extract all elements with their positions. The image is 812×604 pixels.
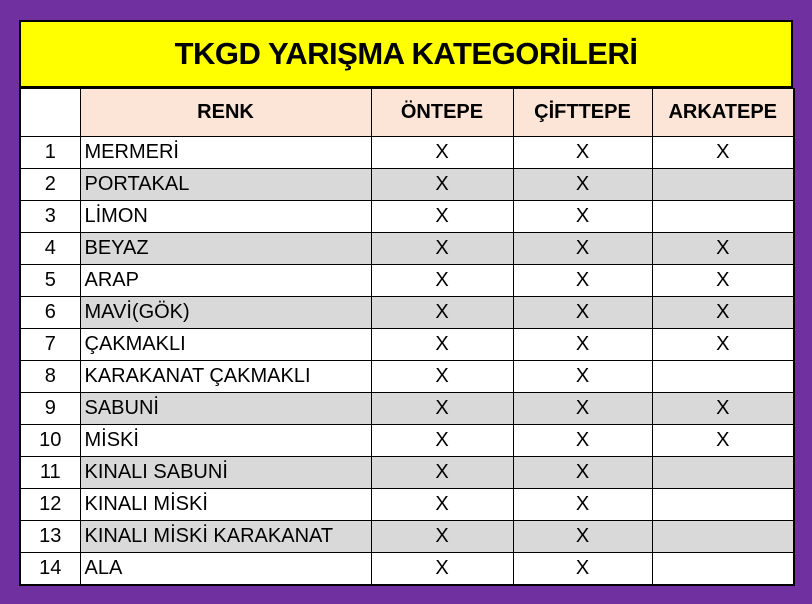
arkatepe-mark-cell: X	[652, 297, 794, 329]
renk-cell: KARAKANAT ÇAKMAKLI	[80, 361, 371, 393]
header-renk-cell: RENK	[80, 89, 371, 137]
table-row	[20, 169, 794, 201]
cifttepe-mark-cell: X	[513, 169, 652, 201]
cifttepe-mark-cell: X	[513, 393, 652, 425]
arkatepe-mark-cell: X	[652, 233, 794, 265]
renk-cell: ÇAKMAKLI	[80, 329, 371, 361]
table-row	[20, 521, 794, 553]
row-number-cell: 1	[20, 137, 80, 169]
table-row	[20, 489, 794, 521]
cifttepe-mark-cell: X	[513, 137, 652, 169]
table-row	[20, 393, 794, 425]
ontepe-mark-cell: X	[371, 457, 513, 489]
ontepe-mark-cell: X	[371, 489, 513, 521]
row-number-cell: 9	[20, 393, 80, 425]
arkatepe-mark-cell	[652, 521, 794, 553]
ontepe-mark-cell: X	[371, 521, 513, 553]
ontepe-mark-cell: X	[371, 329, 513, 361]
ontepe-mark-cell: X	[371, 553, 513, 586]
renk-cell: KINALI SABUNİ	[80, 457, 371, 489]
ontepe-mark-cell: X	[371, 297, 513, 329]
row-number-cell: 7	[20, 329, 80, 361]
renk-cell: MAVİ(GÖK)	[80, 297, 371, 329]
table-row	[20, 361, 794, 393]
table-row	[20, 233, 794, 265]
row-number-cell: 11	[20, 457, 80, 489]
cifttepe-mark-cell: X	[513, 265, 652, 297]
arkatepe-mark-cell	[652, 169, 794, 201]
renk-cell: ALA	[80, 553, 371, 586]
table-row	[20, 425, 794, 457]
table-row	[20, 553, 794, 586]
cifttepe-mark-cell: X	[513, 489, 652, 521]
header-blank-cell	[20, 89, 80, 137]
arkatepe-mark-cell: X	[652, 393, 794, 425]
renk-cell: ARAP	[80, 265, 371, 297]
row-number-cell: 5	[20, 265, 80, 297]
arkatepe-mark-cell	[652, 489, 794, 521]
table-row	[20, 457, 794, 489]
ontepe-mark-cell: X	[371, 233, 513, 265]
row-number-cell: 3	[20, 201, 80, 233]
table-row	[20, 329, 794, 361]
renk-cell: KINALI MİSKİ	[80, 489, 371, 521]
renk-cell: MİSKİ	[80, 425, 371, 457]
table-title	[19, 20, 793, 88]
row-number-cell: 4	[20, 233, 80, 265]
ontepe-mark-cell: X	[371, 169, 513, 201]
table-row	[20, 297, 794, 329]
ontepe-mark-cell: X	[371, 361, 513, 393]
table-row	[20, 265, 794, 297]
ontepe-mark-cell: X	[371, 393, 513, 425]
renk-cell: BEYAZ	[80, 233, 371, 265]
renk-cell: MERMERİ	[80, 137, 371, 169]
header-cifttepe-cell: ÇİFTTEPE	[513, 89, 652, 137]
arkatepe-mark-cell	[652, 201, 794, 233]
renk-cell: SABUNİ	[80, 393, 371, 425]
row-number-cell: 13	[20, 521, 80, 553]
row-number-cell: 6	[20, 297, 80, 329]
cifttepe-mark-cell: X	[513, 521, 652, 553]
row-number-cell: 2	[20, 169, 80, 201]
renk-cell: KINALI MİSKİ KARAKANAT	[80, 521, 371, 553]
cifttepe-mark-cell: X	[513, 425, 652, 457]
cifttepe-mark-cell: X	[513, 457, 652, 489]
spreadsheet-table-area	[19, 20, 793, 586]
header-ontepe-cell: ÖNTEPE	[371, 89, 513, 137]
arkatepe-mark-cell: X	[652, 265, 794, 297]
cifttepe-mark-cell: X	[513, 361, 652, 393]
arkatepe-mark-cell	[652, 553, 794, 586]
arkatepe-mark-cell: X	[652, 425, 794, 457]
renk-cell: LİMON	[80, 201, 371, 233]
ontepe-mark-cell: X	[371, 265, 513, 297]
arkatepe-mark-cell: X	[652, 329, 794, 361]
row-number-cell: 8	[20, 361, 80, 393]
table-row	[20, 137, 794, 169]
row-number-cell: 12	[20, 489, 80, 521]
table-row	[20, 201, 794, 233]
cifttepe-mark-cell: X	[513, 233, 652, 265]
cifttepe-mark-cell: X	[513, 297, 652, 329]
arkatepe-mark-cell	[652, 361, 794, 393]
row-number-cell: 14	[20, 553, 80, 586]
table-title-text: TKGD YARIŞMA KATEGORİLERİ	[174, 36, 638, 71]
cifttepe-mark-cell: X	[513, 329, 652, 361]
ontepe-mark-cell: X	[371, 201, 513, 233]
header-arkatepe-cell: ARKATEPE	[652, 89, 794, 137]
ontepe-mark-cell: X	[371, 425, 513, 457]
arkatepe-mark-cell: X	[652, 137, 794, 169]
ontepe-mark-cell: X	[371, 137, 513, 169]
arkatepe-mark-cell	[652, 457, 794, 489]
categories-table	[19, 88, 795, 586]
renk-cell: PORTAKAL	[80, 169, 371, 201]
row-number-cell: 10	[20, 425, 80, 457]
cifttepe-mark-cell: X	[513, 201, 652, 233]
cifttepe-mark-cell: X	[513, 553, 652, 586]
header-row	[20, 89, 794, 137]
